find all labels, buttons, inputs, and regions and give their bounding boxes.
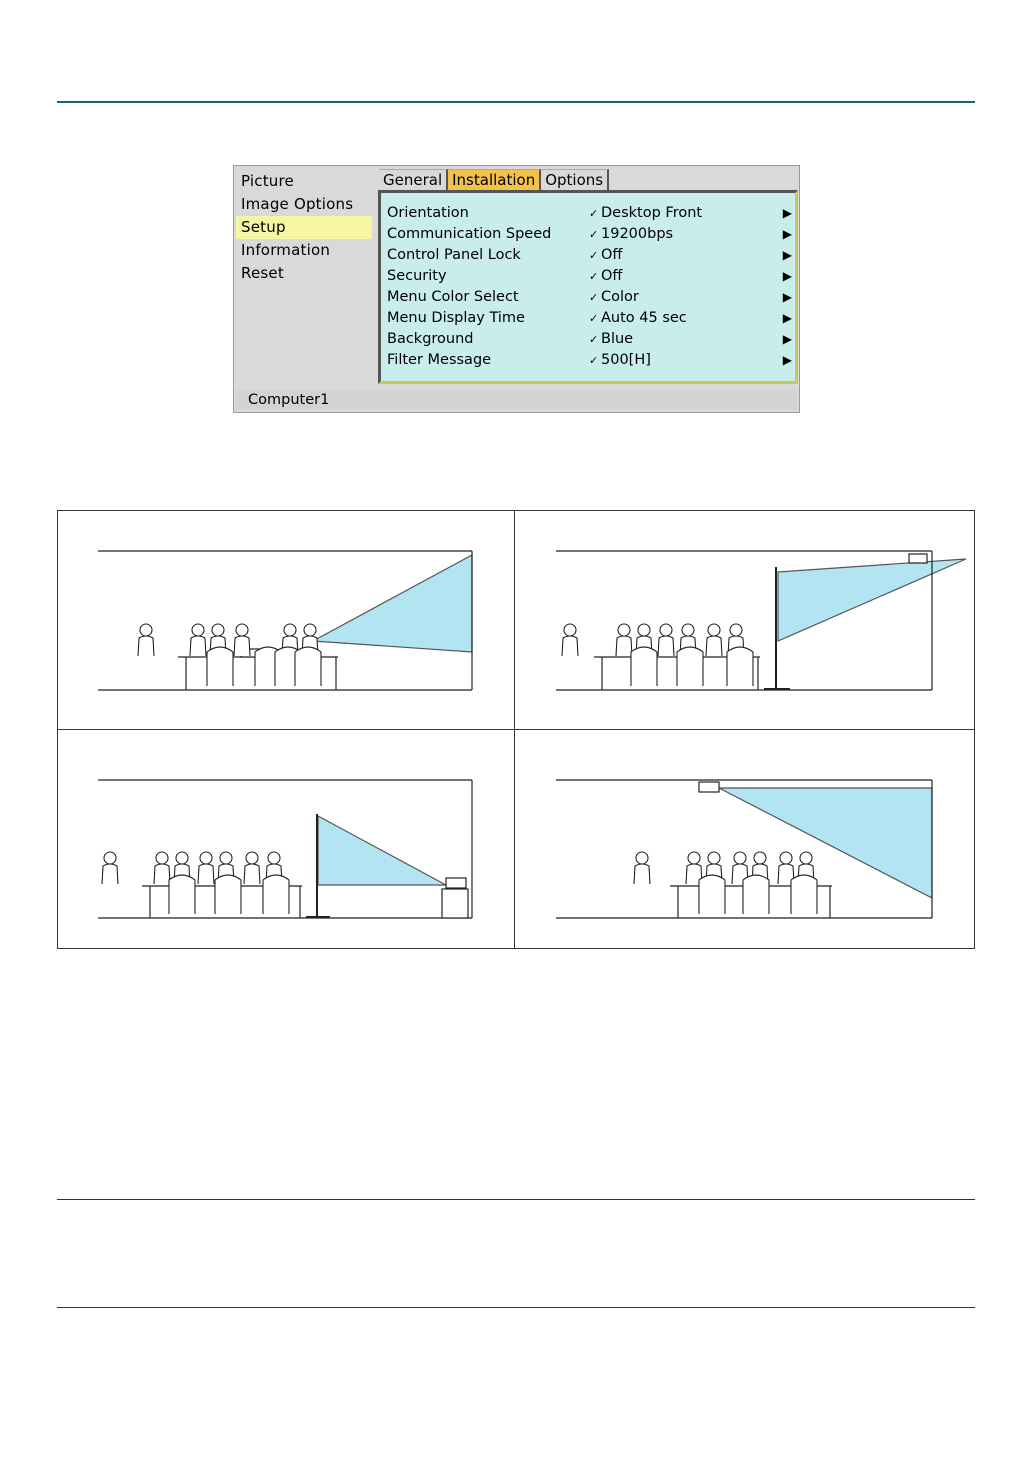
submenu-arrow-icon: ▶	[782, 311, 792, 325]
setting-value: Blue	[601, 331, 634, 347]
setting-value: Auto 45 sec	[601, 310, 687, 326]
submenu-arrow-icon: ▶	[782, 227, 792, 241]
submenu-arrow-icon: ▶	[782, 353, 792, 367]
setting-row-background[interactable]	[387, 329, 792, 350]
audience-head	[638, 624, 650, 636]
check-icon: ✓	[589, 207, 599, 220]
audience-head	[236, 624, 248, 636]
setting-value: Off	[601, 268, 623, 284]
chair	[743, 875, 769, 914]
audience-head	[104, 852, 116, 864]
audience-head	[268, 852, 280, 864]
check-icon: ✓	[589, 228, 599, 241]
orientation-diagrams	[57, 510, 975, 949]
status-bar-source: Computer1	[236, 390, 797, 410]
audience-body	[706, 636, 722, 656]
desktop-front-diagram	[58, 511, 514, 729]
audience-head	[212, 624, 224, 636]
check-icon: ✓	[589, 249, 599, 262]
submenu-arrow-icon: ▶	[782, 206, 792, 220]
chair	[631, 647, 657, 686]
setting-label: Security	[387, 268, 447, 284]
divider	[57, 1307, 975, 1308]
setting-row-orientation[interactable]	[387, 203, 792, 224]
audience-head	[660, 624, 672, 636]
submenu-arrow-icon: ▶	[782, 332, 792, 346]
audience-head	[636, 852, 648, 864]
audience-body	[154, 864, 170, 884]
check-icon: ✓	[589, 333, 599, 346]
setting-row-menu-color-select[interactable]	[387, 287, 792, 308]
audience-body	[138, 636, 154, 656]
audience-head	[284, 624, 296, 636]
setting-row-filter-message[interactable]	[387, 350, 792, 371]
audience-head	[176, 852, 188, 864]
menu-item-reset[interactable]: Reset	[241, 264, 284, 282]
audience-head	[682, 624, 694, 636]
setting-value: Off	[601, 247, 623, 263]
setting-label: Communication Speed	[387, 226, 552, 242]
chair	[169, 875, 195, 914]
tab-general[interactable]: General	[379, 169, 448, 190]
audience-head	[618, 624, 630, 636]
audience-head	[688, 852, 700, 864]
header-rule	[57, 101, 975, 103]
audience-body	[190, 636, 206, 656]
main-menu	[236, 170, 372, 285]
setting-value: 19200bps	[601, 226, 674, 242]
audience-head	[708, 624, 720, 636]
audience-head	[192, 624, 204, 636]
setting-label: Background	[387, 331, 474, 347]
setting-row-security[interactable]	[387, 266, 792, 287]
audience-body	[234, 636, 250, 656]
menu-item-setup[interactable]: Setup	[236, 216, 372, 239]
audience-head	[140, 624, 152, 636]
chair	[215, 875, 241, 914]
audience-head	[156, 852, 168, 864]
audience-body	[102, 864, 118, 884]
setting-value: 500[H]	[601, 352, 651, 368]
check-icon: ✓	[589, 312, 599, 325]
chair	[677, 647, 703, 686]
setting-row-menu-display-time[interactable]	[387, 308, 792, 329]
setting-value: Color	[601, 289, 639, 305]
audience-body	[562, 636, 578, 656]
menu-item-information[interactable]: Information	[241, 241, 331, 259]
audience-head	[800, 852, 812, 864]
chair	[207, 647, 233, 686]
divider	[57, 1199, 975, 1200]
setting-row-communication-speed[interactable]	[387, 224, 792, 245]
audience-body	[634, 864, 650, 884]
setting-label: Filter Message	[387, 352, 492, 368]
check-icon: ✓	[589, 354, 599, 367]
audience-body	[198, 864, 214, 884]
check-icon: ✓	[589, 270, 599, 283]
ceiling-rear-diagram	[514, 511, 974, 729]
check-icon: ✓	[589, 291, 599, 304]
setting-label: Menu Color Select	[387, 289, 519, 305]
audience-head	[734, 852, 746, 864]
audience-body	[616, 636, 632, 656]
tab-options[interactable]: Options	[541, 169, 609, 190]
tab-installation[interactable]: Installation	[448, 169, 541, 190]
setting-label: Menu Display Time	[387, 310, 525, 326]
setting-label: Control Panel Lock	[387, 247, 521, 263]
settings-panel	[378, 190, 798, 384]
audience-head	[304, 624, 316, 636]
audience-head	[780, 852, 792, 864]
audience-head	[754, 852, 766, 864]
audience-head	[220, 852, 232, 864]
setting-label: Orientation	[387, 205, 469, 221]
chair	[791, 875, 817, 914]
setting-row-control-panel-lock[interactable]	[387, 245, 792, 266]
setting-value: Desktop Front	[601, 205, 703, 221]
submenu-arrow-icon: ▶	[782, 269, 792, 283]
menu-item-image-options[interactable]: Image Options	[241, 195, 354, 213]
ceiling-front-diagram	[514, 730, 974, 948]
audience-head	[246, 852, 258, 864]
chair	[263, 875, 289, 914]
menu-item-picture[interactable]: Picture	[241, 172, 294, 190]
audience-head	[200, 852, 212, 864]
osd-menu	[233, 165, 800, 413]
audience-head	[564, 624, 576, 636]
submenu-arrow-icon: ▶	[782, 248, 792, 262]
audience-head	[730, 624, 742, 636]
chair	[727, 647, 753, 686]
audience-head	[708, 852, 720, 864]
chair	[295, 647, 321, 686]
tab-bar	[379, 169, 609, 190]
submenu-arrow-icon: ▶	[782, 290, 792, 304]
desktop-rear-diagram	[58, 730, 514, 948]
audience-body	[244, 864, 260, 884]
audience-body	[658, 636, 674, 656]
chair	[699, 875, 725, 914]
